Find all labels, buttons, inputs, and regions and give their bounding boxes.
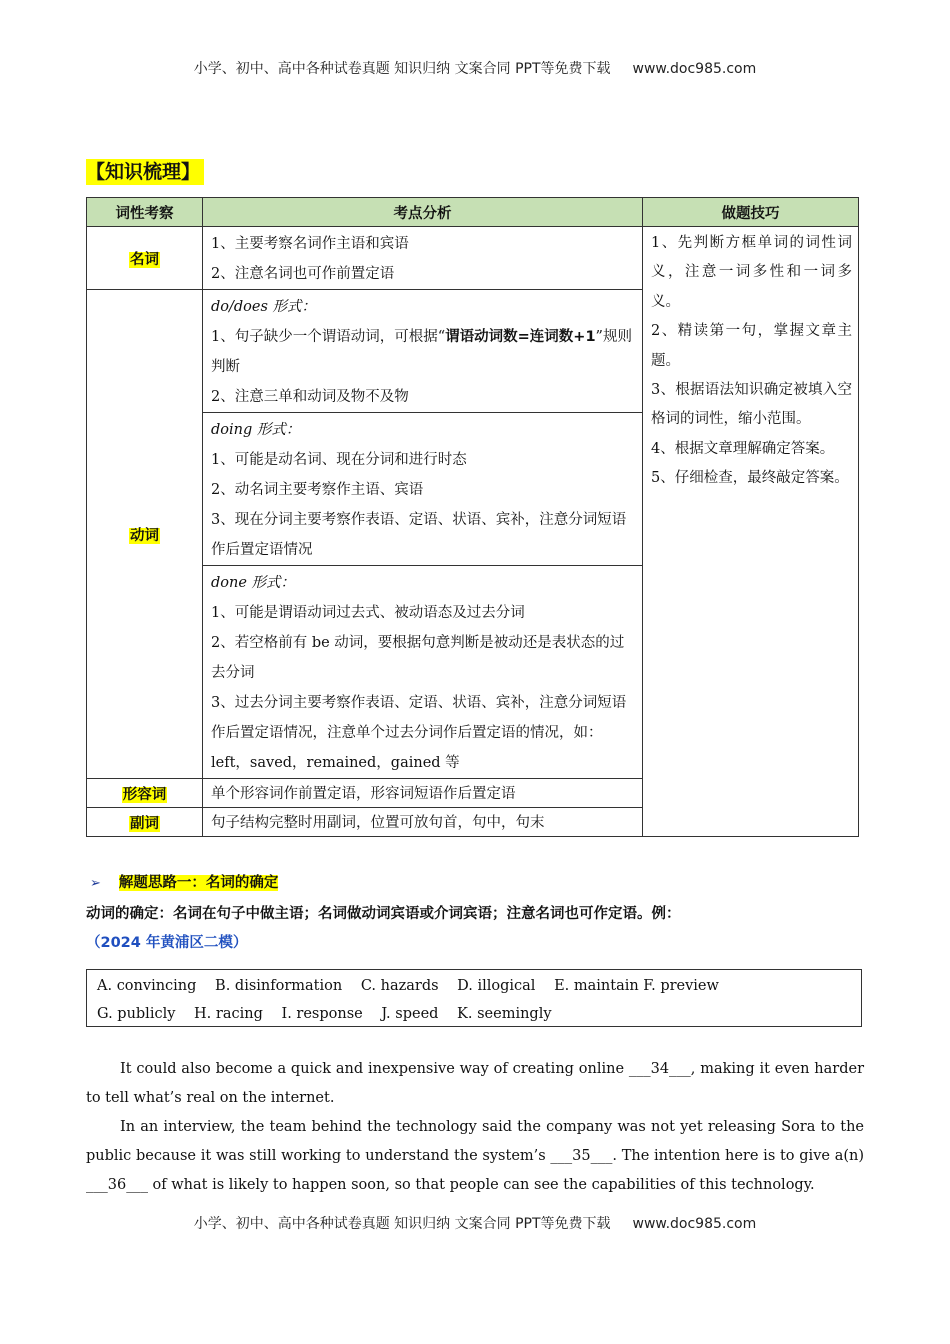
adv-analysis xyxy=(203,808,643,837)
does-title: do/does 形式： xyxy=(211,299,317,315)
header-pos: 词性考察 xyxy=(87,198,203,227)
pos-noun-cell xyxy=(87,227,203,290)
option-g: G. publicly xyxy=(97,1006,176,1022)
solution-idea-heading xyxy=(86,871,278,892)
table-row-noun xyxy=(87,227,859,290)
option-b: B. disinformation xyxy=(215,978,343,994)
doing-line-3: 3、现在分词主要考察作表语、定语、状语、宾补，注意分词短语作后置定语情况 xyxy=(211,512,627,558)
noun-analysis xyxy=(203,227,643,290)
pos-adj-cell xyxy=(87,779,203,808)
does-line-1-c: ”规则判断 xyxy=(211,329,632,375)
tip-2: 2、精读第一句，掌握文章主题。 xyxy=(651,323,852,369)
done-line-2: 2、若空格前有 be 动词，要根据句意判断是被动还是表状态的过去分词 xyxy=(211,635,625,681)
header-text: 小学、初中、高中各种试卷真题 知识归纳 文案合同 PPT等免费下载 xyxy=(193,61,611,77)
option-j: J. speed xyxy=(381,1006,439,1022)
done-title: done 形式： xyxy=(211,575,296,591)
options-row-2 xyxy=(97,1000,851,1028)
option-d: D. illogical xyxy=(457,978,536,994)
doing-line-1: 1、可能是动名词、现在分词和进行时态 xyxy=(211,452,467,468)
verb-does-analysis xyxy=(203,290,643,413)
pos-verb-label: 动词 xyxy=(130,527,159,544)
noun-line-1: 1、主要考察名词作主语和宾语 xyxy=(211,236,409,252)
section-title: 【知识梳理】 xyxy=(86,159,204,185)
tip-4: 4、根据文章理解确定答案。 xyxy=(651,440,835,457)
tips-cell xyxy=(643,227,859,837)
tip-5: 5、仔细检查，最终敲定答案。 xyxy=(651,470,849,487)
source-label: （2024 年黄浦区二模） xyxy=(86,935,248,951)
tip-3: 3、根据语法知识确定被填入空格词的词性，缩小范围。 xyxy=(651,382,852,428)
does-line-2: 2、注意三单和动词及物不及物 xyxy=(211,389,409,405)
knowledge-table xyxy=(86,197,859,837)
pos-adj-label: 形容词 xyxy=(122,786,167,803)
does-line-1 xyxy=(211,322,636,382)
tip-1: 1、先判断方框单词的词性词义，注意一词多性和一词多义。 xyxy=(651,235,852,310)
noun-line-2: 2、注意名词也可作前置定语 xyxy=(211,266,395,282)
adj-analysis xyxy=(203,779,643,808)
arrow-icon: ➢ xyxy=(90,876,101,891)
pos-noun-label: 名词 xyxy=(130,251,159,268)
footer-url[interactable]: www.doc985.com xyxy=(632,1216,757,1232)
option-e-f: E. maintain F. preview xyxy=(554,978,719,994)
header-url[interactable]: www.doc985.com xyxy=(632,61,757,77)
pos-adv-cell xyxy=(87,808,203,837)
does-line-1-a: 1、句子缺少一个谓语动词，可根据“ xyxy=(211,329,446,345)
option-i: I. response xyxy=(281,1006,363,1022)
verb-done-analysis xyxy=(203,566,643,779)
option-h: H. racing xyxy=(194,1006,263,1022)
word-options-box xyxy=(86,969,862,1027)
footer-text: 小学、初中、高中各种试卷真题 知识归纳 文案合同 PPT等免费下载 xyxy=(193,1216,611,1232)
pos-verb-cell xyxy=(87,290,203,779)
option-a: A. convincing xyxy=(97,978,197,994)
reading-passage xyxy=(86,1055,864,1200)
header-analysis: 考点分析 xyxy=(203,198,643,227)
table-header-row xyxy=(87,198,859,227)
passage-paragraph-1: It could also become a quick and inexpensive way of creating online ___34___, making it even harder to tell what’s real on the internet. xyxy=(86,1061,864,1106)
page-footer xyxy=(0,1213,950,1233)
rule-text: 动词的确定：名词在句子中做主语；名词做动词宾语或介词宾语；注意名词也可作定语。例： xyxy=(86,906,681,922)
idea-text: 解题思路一：名词的确定 xyxy=(118,875,279,891)
done-line-3: 3、过去分词主要考察作表语、定语、状语、宾补，注意分词短语作后置定语情况，注意单个过去分词作后置定语的情况，如：left，saved，remained，gained 等 xyxy=(211,695,627,771)
verb-doing-analysis xyxy=(203,413,643,566)
page-header xyxy=(0,58,950,78)
adv-text: 句子结构完整时用副词，位置可放句首，句中，句末 xyxy=(211,815,545,831)
adj-text: 单个形容词作前置定语，形容词短语作后置定语 xyxy=(211,786,516,802)
options-row-1 xyxy=(97,972,851,1000)
passage-paragraph-2: In an interview, the team behind the technology said the company was not yet releasing Sora to the public because it was still working to understand the system’s ___35___. The intention here is to give a(n) ___36___ of what is likely to happen soon, so that people can see the capabilities of this technology. xyxy=(86,1119,864,1193)
done-line-1: 1、可能是谓语动词过去式、被动语态及过去分词 xyxy=(211,605,525,621)
doing-title: doing 形式： xyxy=(211,422,301,438)
header-tips: 做题技巧 xyxy=(643,198,859,227)
pos-adv-label: 副词 xyxy=(130,815,159,832)
doing-line-2: 2、动名词主要考察作主语、宾语 xyxy=(211,482,424,498)
does-line-1-rule: 谓语动词数=连词数+1 xyxy=(445,329,596,345)
option-k: K. seemingly xyxy=(457,1006,552,1022)
option-c: C. hazards xyxy=(360,978,439,994)
